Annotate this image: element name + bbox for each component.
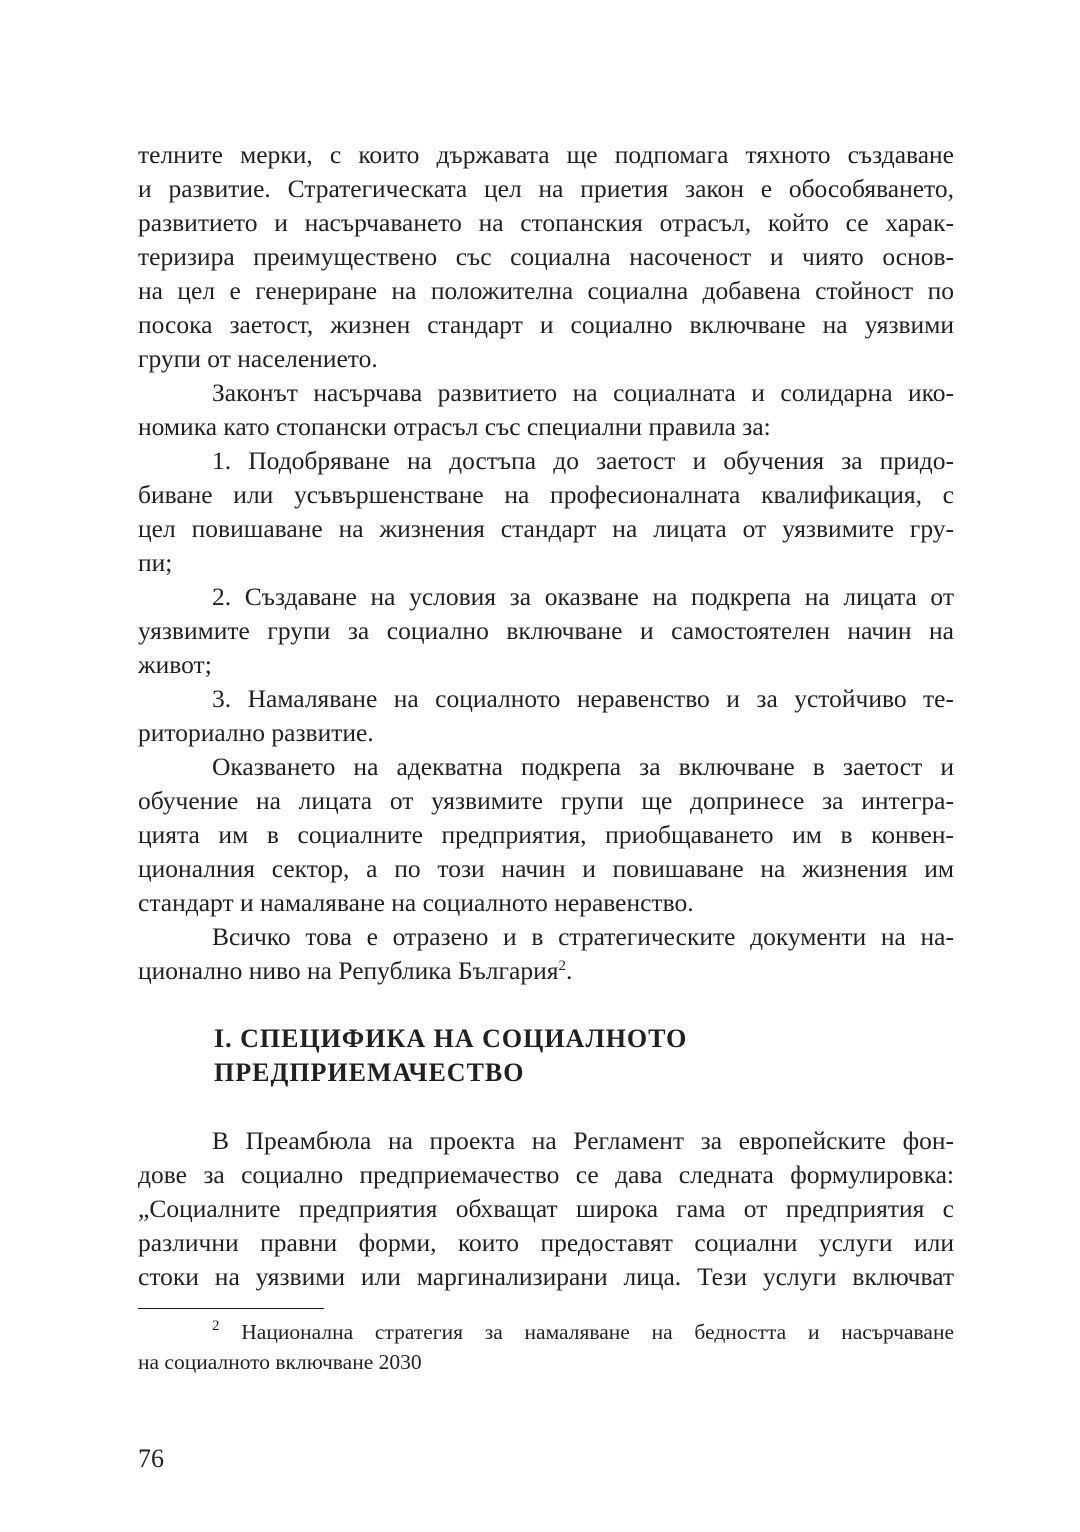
body-line: 1. Подобряване на достъпа до заетост и обучения за придо- (212, 446, 954, 475)
body-line: 2. Създаване на условия за оказване на подкрепа на лицата от (212, 582, 954, 611)
body-line: Оказването на адекватна подкрепа за включване в заетост и (212, 752, 954, 781)
section-line: В Преамбюла на проекта на Регламент за европейските фон- (212, 1126, 954, 1155)
footnote-text-1: Национална стратегия за намаляване на бедността и насърчаване (241, 1320, 954, 1344)
section-text (138, 1124, 954, 1294)
body-line: уязвимите групи за социално включване и самостоятелен начин на (138, 616, 954, 645)
footnote-ref-punctuation: . (565, 956, 573, 985)
body-line-footnote-ref (138, 954, 954, 988)
section-heading-line-2: ПРЕДПРИЕМАЧЕСТВО (214, 1058, 525, 1087)
body-line: групи от населението. (138, 344, 378, 373)
footnote-ref-text: ционално ниво на Република България (138, 956, 559, 985)
body-line: номика като стопански отрасъл със специални правила за: (138, 412, 771, 441)
body-line: на цел е генериране на положителна социална добавена стойност по (138, 276, 954, 305)
body-line: биване или усъвършенстване на професионалната квалификация, с (138, 480, 954, 509)
body-line: теризира преимуществено със социална насоченост и чиято основ- (138, 242, 954, 271)
body-line: обучение на лицата от уязвимите групи ще допринесе за интегра- (138, 786, 954, 815)
body-line: ционалния сектор, а по този начин и повишаване на жизнения им (138, 854, 954, 883)
footnote-line-1 (138, 1317, 954, 1347)
page-number: 76 (138, 1444, 164, 1473)
body-line: Законът насърчава развитието на социалната и солидарна ико- (212, 378, 954, 407)
body-text (138, 138, 954, 988)
section-line: „Социалните предприятия обхващат широка гама от предприятия с (138, 1194, 954, 1223)
body-line: риториално развитие. (138, 718, 374, 747)
body-line: телните мерки, с които държавата ще подпомага тяхното създаване (138, 140, 954, 169)
body-line: развитието и насърчаването на стопанския отрасъл, който се харак- (138, 208, 954, 237)
body-line: цел повишаване на жизнения стандарт на лицата от уязвимите гру- (138, 514, 954, 543)
body-line: живот; (138, 650, 212, 679)
body-line: стандарт и намаляване на социалното неравенство. (138, 888, 694, 917)
body-line: цията им в социалните предприятия, приобщаването им в конвен- (138, 820, 954, 849)
body-line: посока заетост, жизнен стандарт и социално включване на уязвими (138, 310, 954, 339)
footnote-reference[interactable]: 2 (558, 958, 566, 974)
section-line: стоки на уязвими или маргинализирани лица. Тези услуги включват (138, 1262, 954, 1291)
body-line: пи; (138, 548, 173, 577)
body-line: Всичко това е отразено и в стратегическите документи на на- (212, 922, 954, 951)
section-heading (214, 1022, 687, 1090)
section-heading-line-1: I. СПЕЦИФИКА НА СОЦИАЛНОТО (214, 1024, 688, 1053)
body-line: и развитие. Стратегическата цел на приетия закон е обособяването, (138, 174, 954, 203)
footnote (138, 1317, 954, 1377)
body-line: 3. Намаляване на социалното неравенство и за устойчиво те- (212, 684, 954, 713)
footnote-separator (138, 1308, 324, 1309)
section-line: дове за социално предприемачество се дава следната формулировка: (138, 1160, 954, 1189)
footnote-line-2: на социалното включване 2030 (138, 1350, 422, 1374)
footnote-marker: 2 (212, 1318, 220, 1334)
section-line: различни правни форми, които предоставят социални услуги или (138, 1228, 954, 1257)
